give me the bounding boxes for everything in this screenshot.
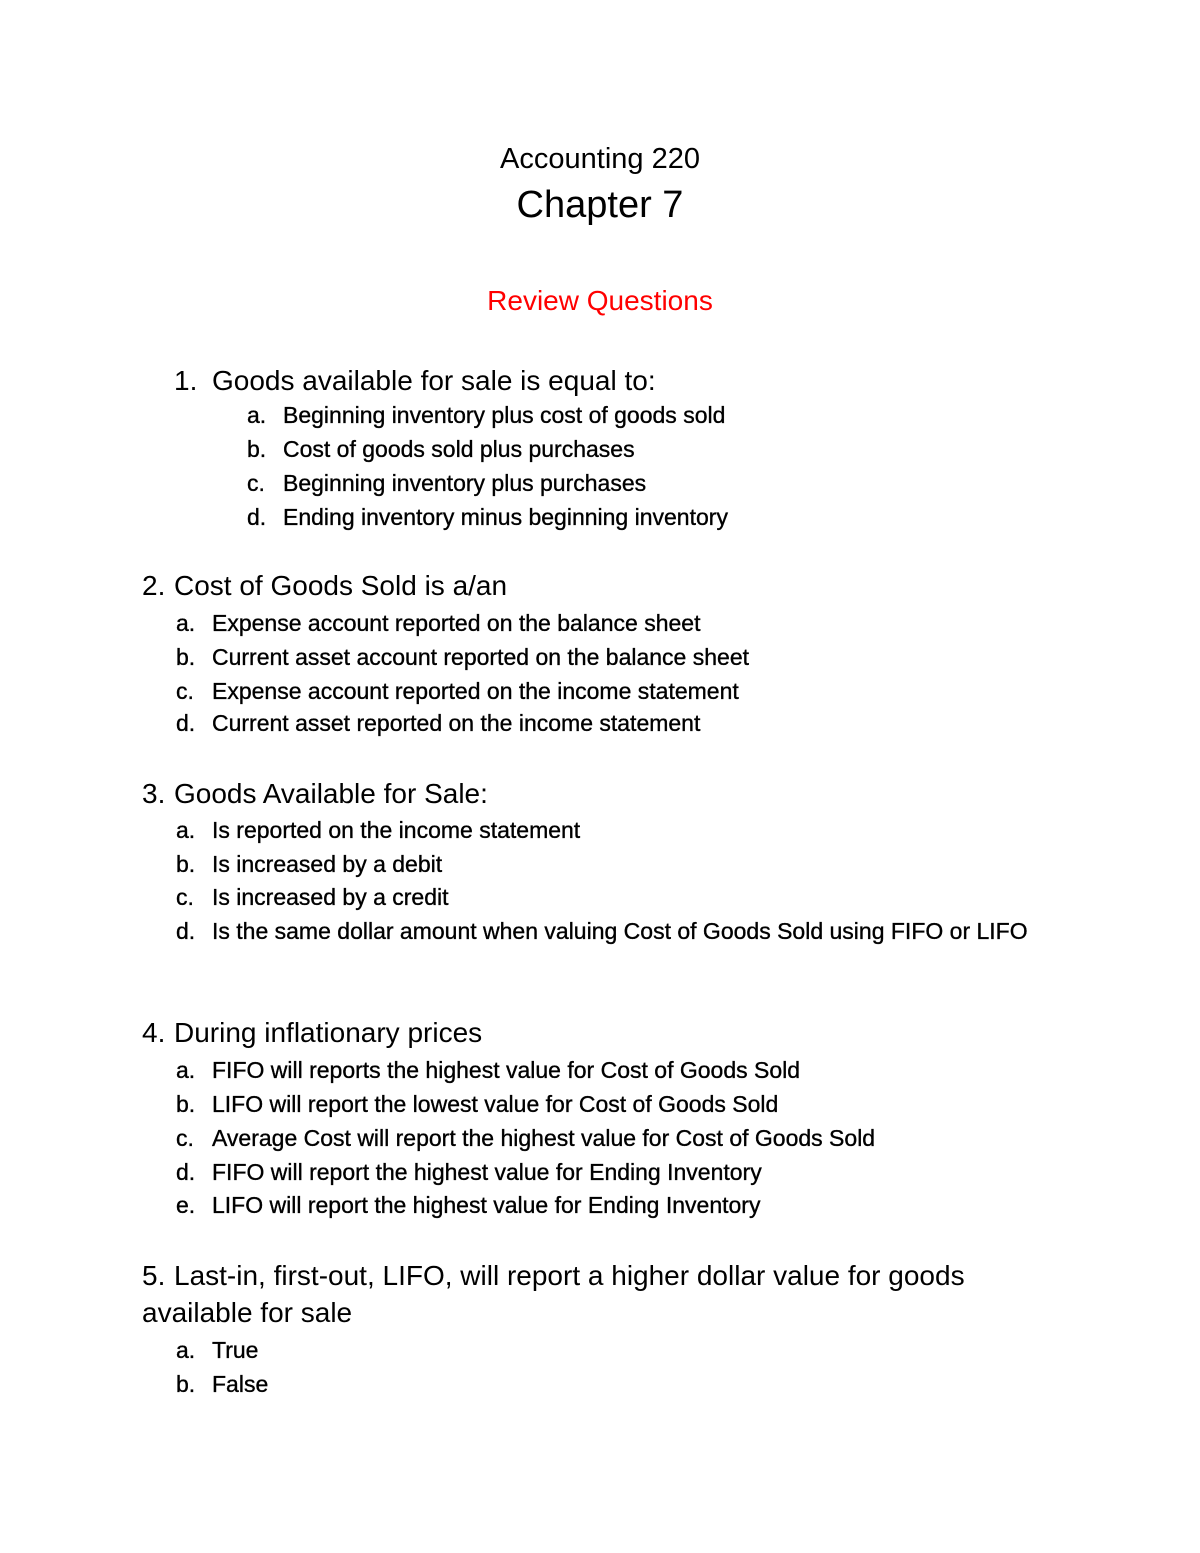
option-letter: a. xyxy=(176,1337,196,1363)
option-letter: d. xyxy=(176,710,196,736)
option-text: FIFO will reports the highest value for Cost of Goods Sold xyxy=(212,1057,801,1083)
question-text-continued: available for sale xyxy=(142,1297,353,1328)
chapter-title: Chapter 7 xyxy=(516,184,684,226)
option-text: Beginning inventory plus purchases xyxy=(283,470,647,496)
question-number: 4. xyxy=(142,1017,166,1048)
option-letter: b. xyxy=(176,644,196,670)
option-text: Ending inventory minus beginning inventory xyxy=(283,504,728,530)
option-letter: b. xyxy=(176,1371,196,1397)
option-text: LIFO will report the highest value for Ending Inventory xyxy=(212,1192,761,1218)
option-letter: c. xyxy=(247,470,265,496)
option-text: True xyxy=(212,1337,259,1363)
question-text: During inflationary prices xyxy=(174,1017,483,1048)
question-text: Goods available for sale is equal to: xyxy=(212,365,656,396)
option-letter: b. xyxy=(176,851,196,877)
option-text: Is the same dollar amount when valuing Cost of Goods Sold using FIFO or LIFO xyxy=(212,918,1028,944)
option-text: LIFO will report the lowest value for Cost of Goods Sold xyxy=(212,1091,779,1117)
question-number: 1. xyxy=(174,365,198,396)
section-title: Review Questions xyxy=(487,285,713,316)
option-letter: a. xyxy=(247,402,267,428)
option-letter: d. xyxy=(176,1159,196,1185)
option-letter: c. xyxy=(176,678,194,704)
option-text: Expense account reported on the balance sheet xyxy=(212,610,701,636)
option-text: False xyxy=(212,1371,269,1397)
option-text: Cost of goods sold plus purchases xyxy=(283,436,635,462)
option-text: Is reported on the income statement xyxy=(212,817,581,843)
option-text: Average Cost will report the highest value for Cost of Goods Sold xyxy=(212,1125,876,1151)
option-letter: a. xyxy=(176,1057,196,1083)
option-letter: a. xyxy=(176,817,196,843)
option-letter: d. xyxy=(247,504,267,530)
option-letter: a. xyxy=(176,610,196,636)
option-letter: b. xyxy=(176,1091,196,1117)
option-letter: d. xyxy=(176,918,196,944)
question-text: Last-in, first-out, LIFO, will report a higher dollar value for goods xyxy=(174,1260,965,1291)
option-text: FIFO will report the highest value for Ending Inventory xyxy=(212,1159,762,1185)
question-text: Cost of Goods Sold is a/an xyxy=(174,570,508,601)
option-text: Is increased by a credit xyxy=(212,884,449,910)
option-text: Beginning inventory plus cost of goods sold xyxy=(283,402,726,428)
option-letter: b. xyxy=(247,436,267,462)
option-letter: c. xyxy=(176,1125,194,1151)
option-letter: e. xyxy=(176,1192,196,1218)
option-text: Current asset reported on the income statement xyxy=(212,710,701,736)
option-text: Is increased by a debit xyxy=(212,851,443,877)
option-text: Current asset account reported on the balance sheet xyxy=(212,644,750,670)
question-number: 5. xyxy=(142,1260,166,1291)
option-letter: c. xyxy=(176,884,194,910)
question-text: Goods Available for Sale: xyxy=(174,778,488,809)
option-text: Expense account reported on the income statement xyxy=(212,678,739,704)
question-number: 3. xyxy=(142,778,166,809)
course-title: Accounting 220 xyxy=(500,143,700,175)
question-number: 2. xyxy=(142,570,166,601)
